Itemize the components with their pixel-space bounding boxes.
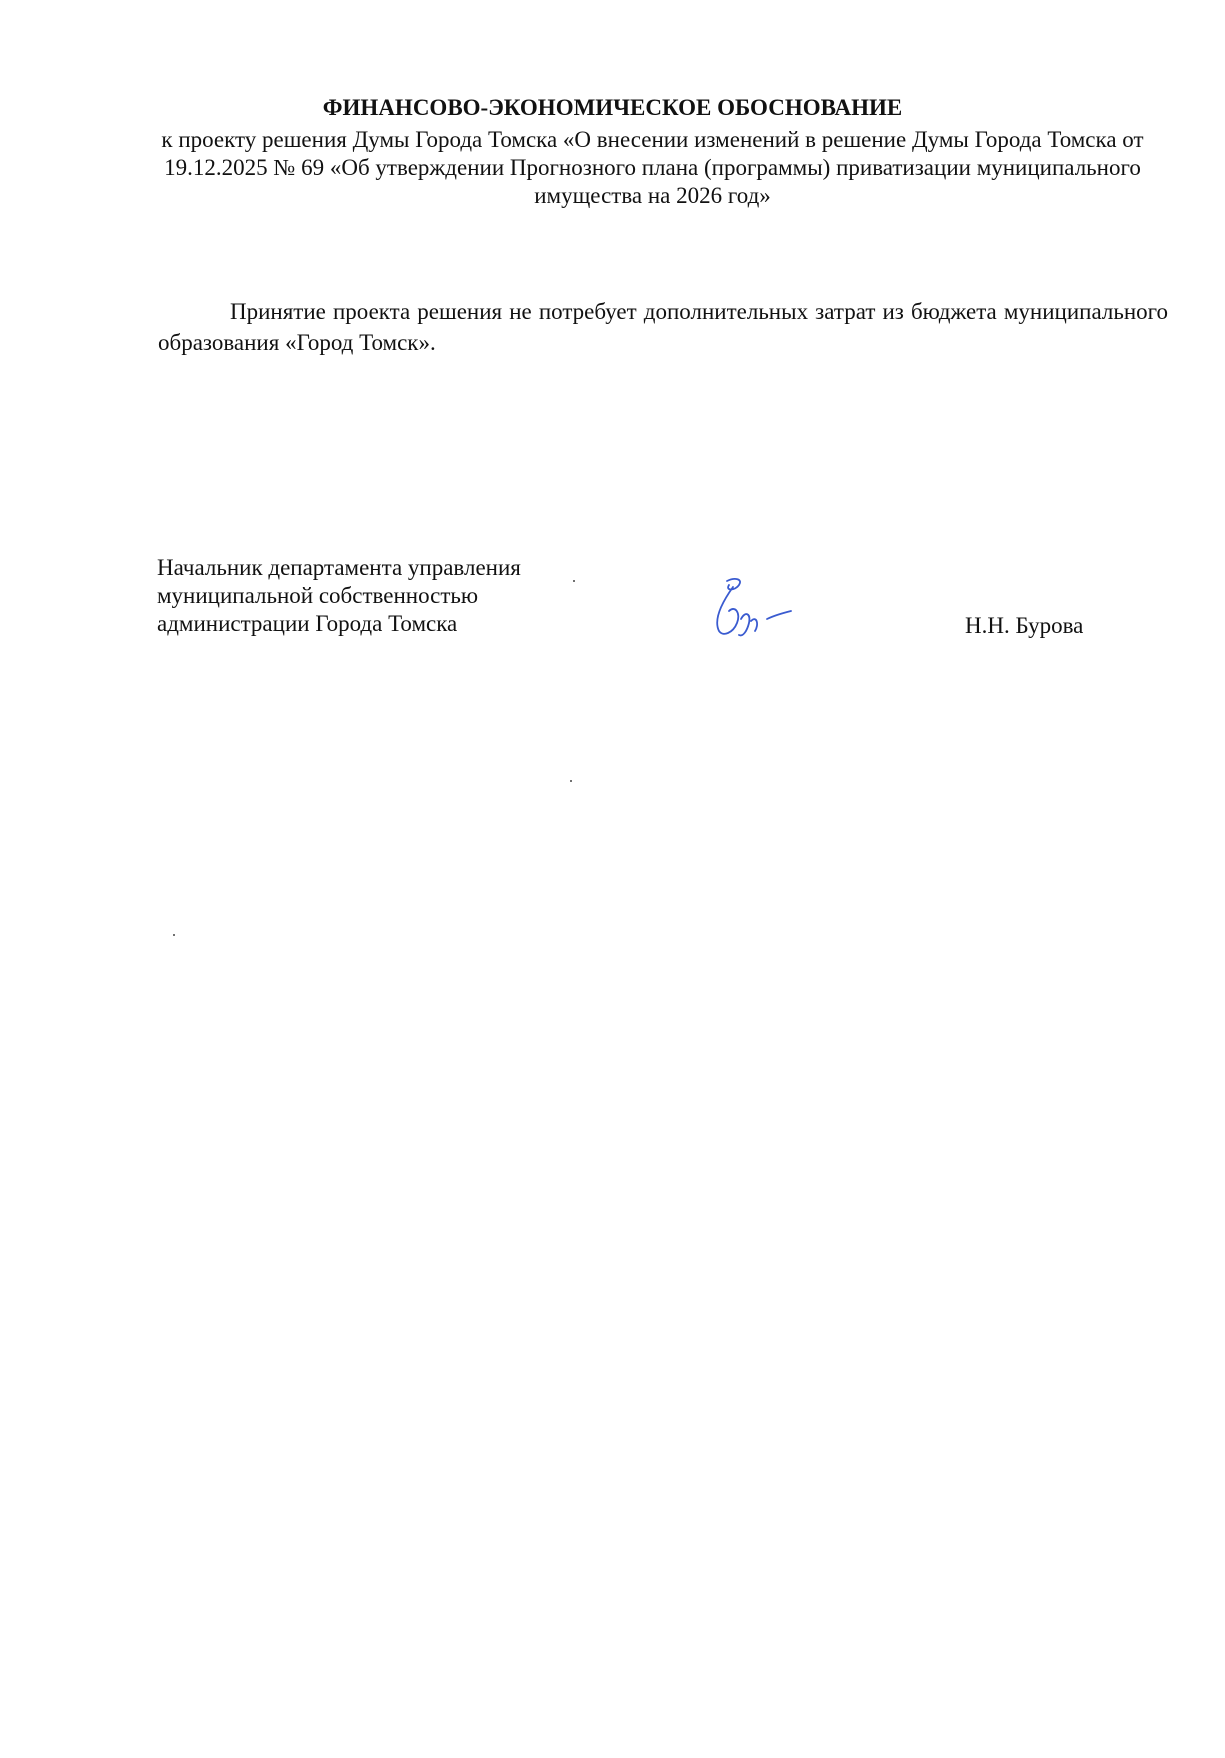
signer-position-line: муниципальной собственностью xyxy=(157,583,479,608)
signer-position xyxy=(157,554,587,638)
signer-position-line: администрации Города Томска xyxy=(157,611,458,636)
handwritten-signature xyxy=(705,575,795,645)
document-subtitle: к проекту решения Думы Города Томска «О внесении изменений в решение Думы Города Томска от 19.12.2025 № 69 «Об утверждении Прогнозного плана (программы) приватизации муниципального имущества на 2026 год» xyxy=(161,127,1144,208)
signer-position-line: Начальник департамента управления xyxy=(157,555,521,580)
document-title: ФИНАНСОВО-ЭКОНОМИЧЕСКОЕ ОБОСНОВАНИЕ xyxy=(322,95,903,120)
signer-name: Н.Н. Бурова xyxy=(965,613,1084,638)
scan-speck xyxy=(173,934,175,936)
scan-speck xyxy=(573,580,575,582)
scan-speck xyxy=(570,780,572,782)
body-paragraph: Принятие проекта решения не потребует дополнительных затрат из бюджета муниципального образования «Город Томск». xyxy=(158,299,1168,355)
